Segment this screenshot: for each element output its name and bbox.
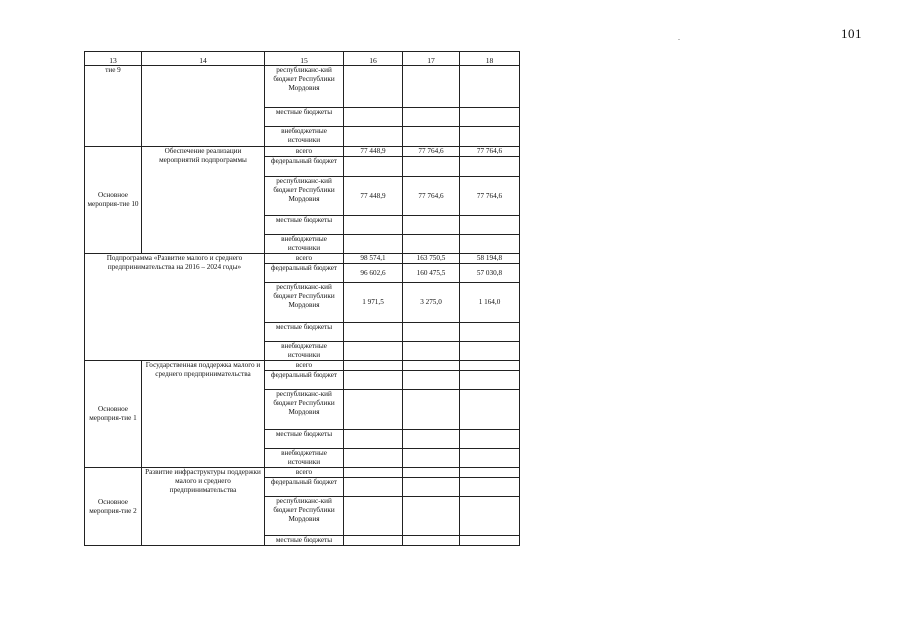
header-cell: 17 [403, 52, 460, 66]
source-cell: республиканс-кий бюджет Республики Мордовия [265, 177, 344, 216]
value-cell [460, 536, 520, 546]
value-cell [344, 342, 403, 361]
value-cell [460, 66, 520, 108]
source-cell: республиканс-кий бюджет Республики Мордовия [265, 497, 344, 536]
header-cell: 13 [85, 52, 142, 66]
source-cell: федеральный бюджет [265, 157, 344, 177]
value-cell [344, 157, 403, 177]
value-cell [403, 497, 460, 536]
value-cell [344, 390, 403, 430]
value-cell [403, 536, 460, 546]
value-cell [344, 371, 403, 390]
value-cell: 96 602,6 [344, 264, 403, 283]
value-cell [403, 449, 460, 468]
value-cell: 1 164,0 [460, 283, 520, 323]
source-cell: внебюджетные источники [265, 127, 344, 147]
value-cell [460, 127, 520, 147]
value-cell [403, 127, 460, 147]
table-row [85, 254, 520, 264]
value-cell [460, 371, 520, 390]
source-cell: всего [265, 361, 344, 371]
value-cell [344, 468, 403, 478]
source-cell: всего [265, 254, 344, 264]
value-cell [344, 536, 403, 546]
value-cell [344, 478, 403, 497]
value-cell [403, 66, 460, 108]
value-cell: 57 030,8 [460, 264, 520, 283]
value-cell [460, 478, 520, 497]
source-cell: внебюджетные источники [265, 235, 344, 254]
subprogram-title: Подпрограмма «Развитие малого и среднего предпринимательства на 2016 – 2024 годы» [85, 254, 265, 361]
scan-speck: . [678, 33, 680, 42]
value-cell [344, 430, 403, 449]
value-cell: 77 764,6 [460, 147, 520, 157]
value-cell [344, 497, 403, 536]
value-cell [460, 157, 520, 177]
value-cell [403, 468, 460, 478]
source-cell: местные бюджеты [265, 323, 344, 342]
source-cell: республиканс-кий бюджет Республики Мордовия [265, 66, 344, 108]
value-cell: 77 448,9 [344, 147, 403, 157]
value-cell [460, 216, 520, 235]
value-cell [344, 66, 403, 108]
value-cell [403, 361, 460, 371]
value-cell [460, 430, 520, 449]
value-cell [460, 108, 520, 127]
budget-table [84, 51, 520, 546]
source-cell: федеральный бюджет [265, 371, 344, 390]
value-cell [344, 235, 403, 254]
value-cell [344, 216, 403, 235]
value-cell [460, 390, 520, 430]
value-cell [460, 468, 520, 478]
value-cell [344, 323, 403, 342]
value-cell: 163 750,5 [403, 254, 460, 264]
value-cell [460, 235, 520, 254]
source-cell: республиканс-кий бюджет Республики Мордовия [265, 390, 344, 430]
value-cell [460, 497, 520, 536]
value-cell: 160 475,5 [403, 264, 460, 283]
source-cell: местные бюджеты [265, 536, 344, 546]
value-cell [460, 449, 520, 468]
measure-description [142, 66, 265, 147]
source-cell: внебюджетные источники [265, 342, 344, 361]
value-cell [403, 108, 460, 127]
source-cell: федеральный бюджет [265, 478, 344, 497]
source-cell: всего [265, 468, 344, 478]
table-row [85, 147, 520, 157]
value-cell [344, 108, 403, 127]
value-cell: 3 275,0 [403, 283, 460, 323]
value-cell: 77 764,6 [460, 177, 520, 216]
header-row [85, 52, 520, 66]
measure-label: Основное мероприя-тие 2 [85, 468, 142, 546]
measure-label: Основное мероприя-тие 1 [85, 361, 142, 468]
table-row [85, 468, 520, 478]
source-cell: местные бюджеты [265, 216, 344, 235]
value-cell [403, 342, 460, 361]
measure-description: Обеспечение реализации мероприятий подпрограммы [142, 147, 265, 254]
table-row [85, 66, 520, 108]
source-cell: федеральный бюджет [265, 264, 344, 283]
value-cell [403, 323, 460, 342]
value-cell [403, 478, 460, 497]
source-cell: республиканс-кий бюджет Республики Мордовия [265, 283, 344, 323]
value-cell: 1 971,5 [344, 283, 403, 323]
measure-description: Государственная поддержка малого и среднего предпринимательства [142, 361, 265, 468]
value-cell: 77 764,6 [403, 147, 460, 157]
measure-description: Развитие инфраструктуры поддержки малого и среднего предпринимательства [142, 468, 265, 546]
page-number: 101 [841, 26, 862, 41]
measure-label: Основное мероприя-тие 10 [85, 147, 142, 254]
header-cell: 14 [142, 52, 265, 66]
value-cell [403, 216, 460, 235]
value-cell [403, 371, 460, 390]
value-cell [344, 361, 403, 371]
value-cell [460, 361, 520, 371]
source-cell: внебюджетные источники [265, 449, 344, 468]
value-cell [460, 342, 520, 361]
table-row [85, 361, 520, 371]
header-cell: 16 [344, 52, 403, 66]
value-cell: 58 194,8 [460, 254, 520, 264]
value-cell [403, 157, 460, 177]
value-cell [403, 235, 460, 254]
value-cell [344, 449, 403, 468]
source-cell: всего [265, 147, 344, 157]
value-cell [460, 323, 520, 342]
value-cell [344, 127, 403, 147]
value-cell: 98 574,1 [344, 254, 403, 264]
header-cell: 15 [265, 52, 344, 66]
value-cell [403, 390, 460, 430]
value-cell [403, 430, 460, 449]
value-cell: 77 764,6 [403, 177, 460, 216]
value-cell: 77 448,9 [344, 177, 403, 216]
measure-label: тие 9 [85, 66, 142, 147]
source-cell: местные бюджеты [265, 430, 344, 449]
source-cell: местные бюджеты [265, 108, 344, 127]
header-cell: 18 [460, 52, 520, 66]
